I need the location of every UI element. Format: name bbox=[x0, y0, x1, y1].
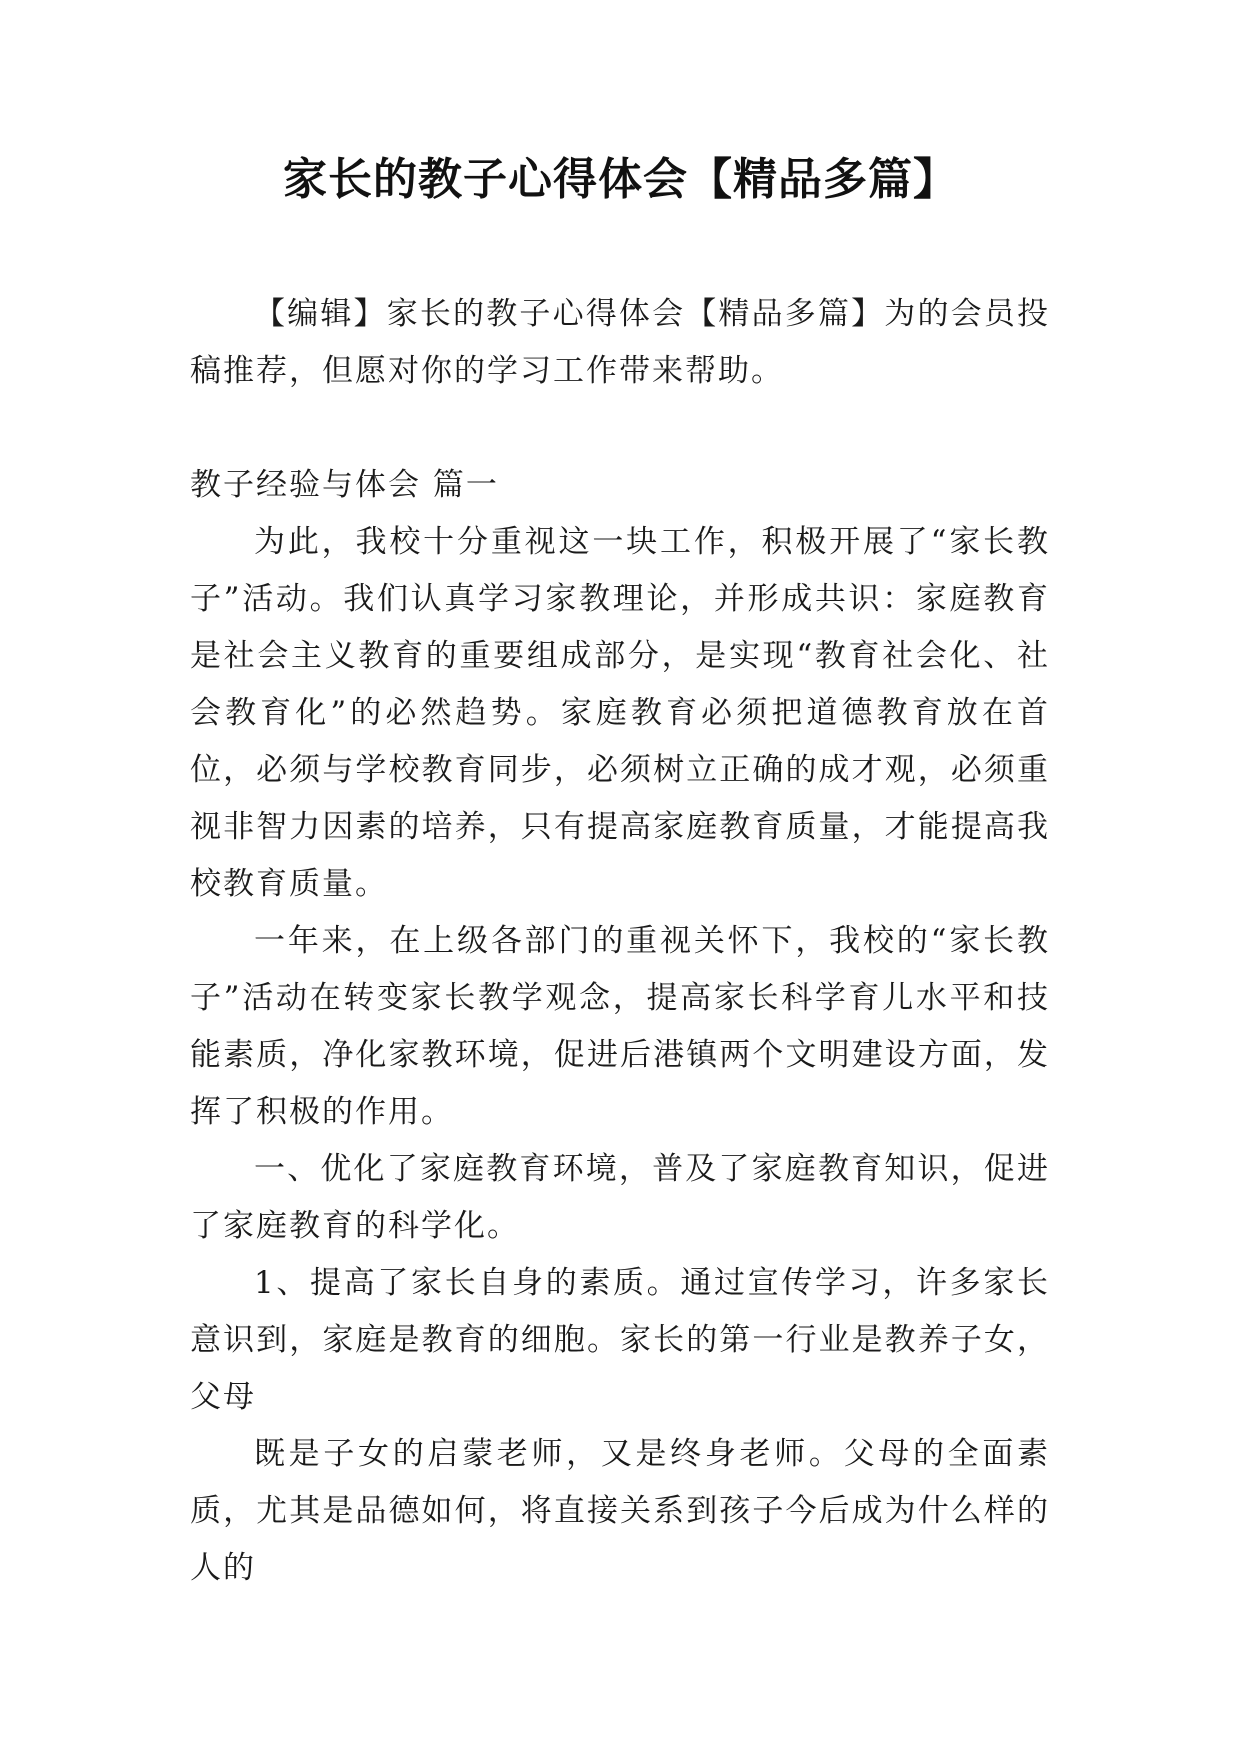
document-body bbox=[190, 286, 1050, 1597]
body-paragraph: 一年来，在上级各部门的重视关怀下，我校的“家长教子”活动在转变家长教学观念，提高家长科学育儿水平和技能素质，净化家教环境，促进后港镇两个文明建设方面，发挥了积极的作用。 bbox=[190, 923, 1050, 1130]
section-heading: 教子经验与体会 篇一 bbox=[190, 467, 499, 503]
intro-paragraph: 【编辑】家长的教子心得体会【精品多篇】为的会员投稿推荐，但愿对你的学习工作带来帮助。 bbox=[190, 296, 1050, 389]
body-paragraph: 为此，我校十分重视这一块工作，积极开展了“家长教子”活动。我们认真学习家教理论，并形成共识：家庭教育是社会主义教育的重要组成部分，是实现“教育社会化、社会教育化”的必然趋势。家庭教育必须把道德教育放在首位，必须与学校教育同步，必须树立正确的成才观，必须重视非智力因素的培养，只有提高家庭教育质量，才能提高我校教育质量。 bbox=[190, 524, 1050, 902]
body-paragraph: 一、优化了家庭教育环境，普及了家庭教育知识，促进了家庭教育的科学化。 bbox=[190, 1151, 1050, 1244]
document-title: 家长的教子心得体会【精品多篇】 bbox=[283, 154, 958, 205]
body-paragraph: 既是子女的启蒙老师，又是终身老师。父母的全面素质，尤其是品德如何，将直接关系到孩子今后成为什么样的人的 bbox=[190, 1436, 1050, 1586]
body-paragraph: 1、提高了家长自身的素质。通过宣传学习，许多家长意识到，家庭是教育的细胞。家长的第一行业是教养子女，父母 bbox=[190, 1265, 1050, 1415]
